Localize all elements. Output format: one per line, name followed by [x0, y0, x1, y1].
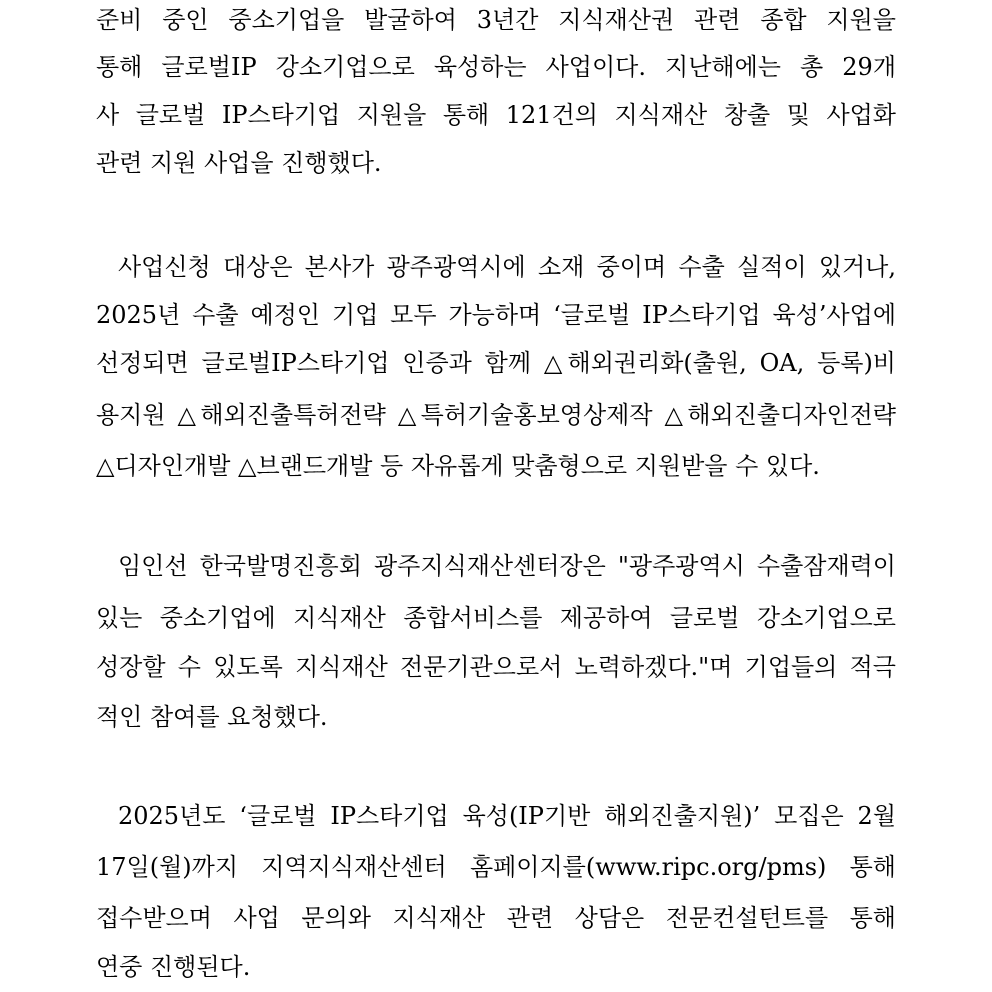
paragraph-2-line-3: 선정되면 글로벌IP스타기업 인증과 함께 △해외권리화(출원, OA, 등록)비	[96, 349, 896, 377]
paragraph-3-line-3: 성장할 수 있도록 지식재산 전문기관으로서 노력하겠다."며 기업들의 적극	[96, 653, 896, 681]
paragraph-4-line-1: 2025년도 ‘글로벌 IP스타기업 육성(IP기반 해외진출지원)’ 모집은 2월	[118, 802, 896, 830]
paragraph-4-line-3: 접수받으며 사업 문의와 지식재산 관련 상담은 전문컨설턴트를 통해	[96, 904, 896, 932]
paragraph-4-line-2: 17일(월)까지 지역지식재산센터 홈페이지를(www.ripc.org/pms) 통해	[96, 853, 896, 881]
paragraph-1-line-3: 사 글로벌 IP스타기업 지원을 통해 121건의 지식재산 창출 및 사업화	[96, 101, 896, 129]
paragraph-2-line-4: 용지원 △해외진출특허전략 △특허기술홍보영상제작 △해외진출디자인전략	[96, 401, 896, 429]
paragraph-2-line-1: 사업신청 대상은 본사가 광주광역시에 소재 중이며 수출 실적이 있거나,	[118, 253, 896, 281]
paragraph-1-line-2: 통해 글로벌IP 강소기업으로 육성하는 사업이다. 지난해에는 총 29개	[96, 53, 896, 81]
paragraph-4-line-4: 연중 진행된다.	[96, 953, 251, 981]
paragraph-1-line-4: 관련 지원 사업을 진행했다.	[96, 149, 382, 177]
paragraph-1-line-1: 준비 중인 중소기업을 발굴하여 3년간 지식재산권 관련 종합 지원을	[96, 6, 896, 34]
paragraph-2-line-5: △디자인개발 △브랜드개발 등 자유롭게 맞춤형으로 지원받을 수 있다.	[96, 452, 820, 480]
paragraph-2-line-2: 2025년 수출 예정인 기업 모두 가능하며 ‘글로벌 IP스타기업 육성’사업에	[96, 301, 896, 329]
paragraph-3-line-4: 적인 참여를 요청했다.	[96, 703, 328, 731]
paragraph-3-line-2: 있는 중소기업에 지식재산 종합서비스를 제공하여 글로벌 강소기업으로	[96, 604, 896, 632]
paragraph-3-line-1: 임인선 한국발명진흥회 광주지식재산센터장은 "광주광역시 수출잠재력이	[118, 552, 896, 580]
